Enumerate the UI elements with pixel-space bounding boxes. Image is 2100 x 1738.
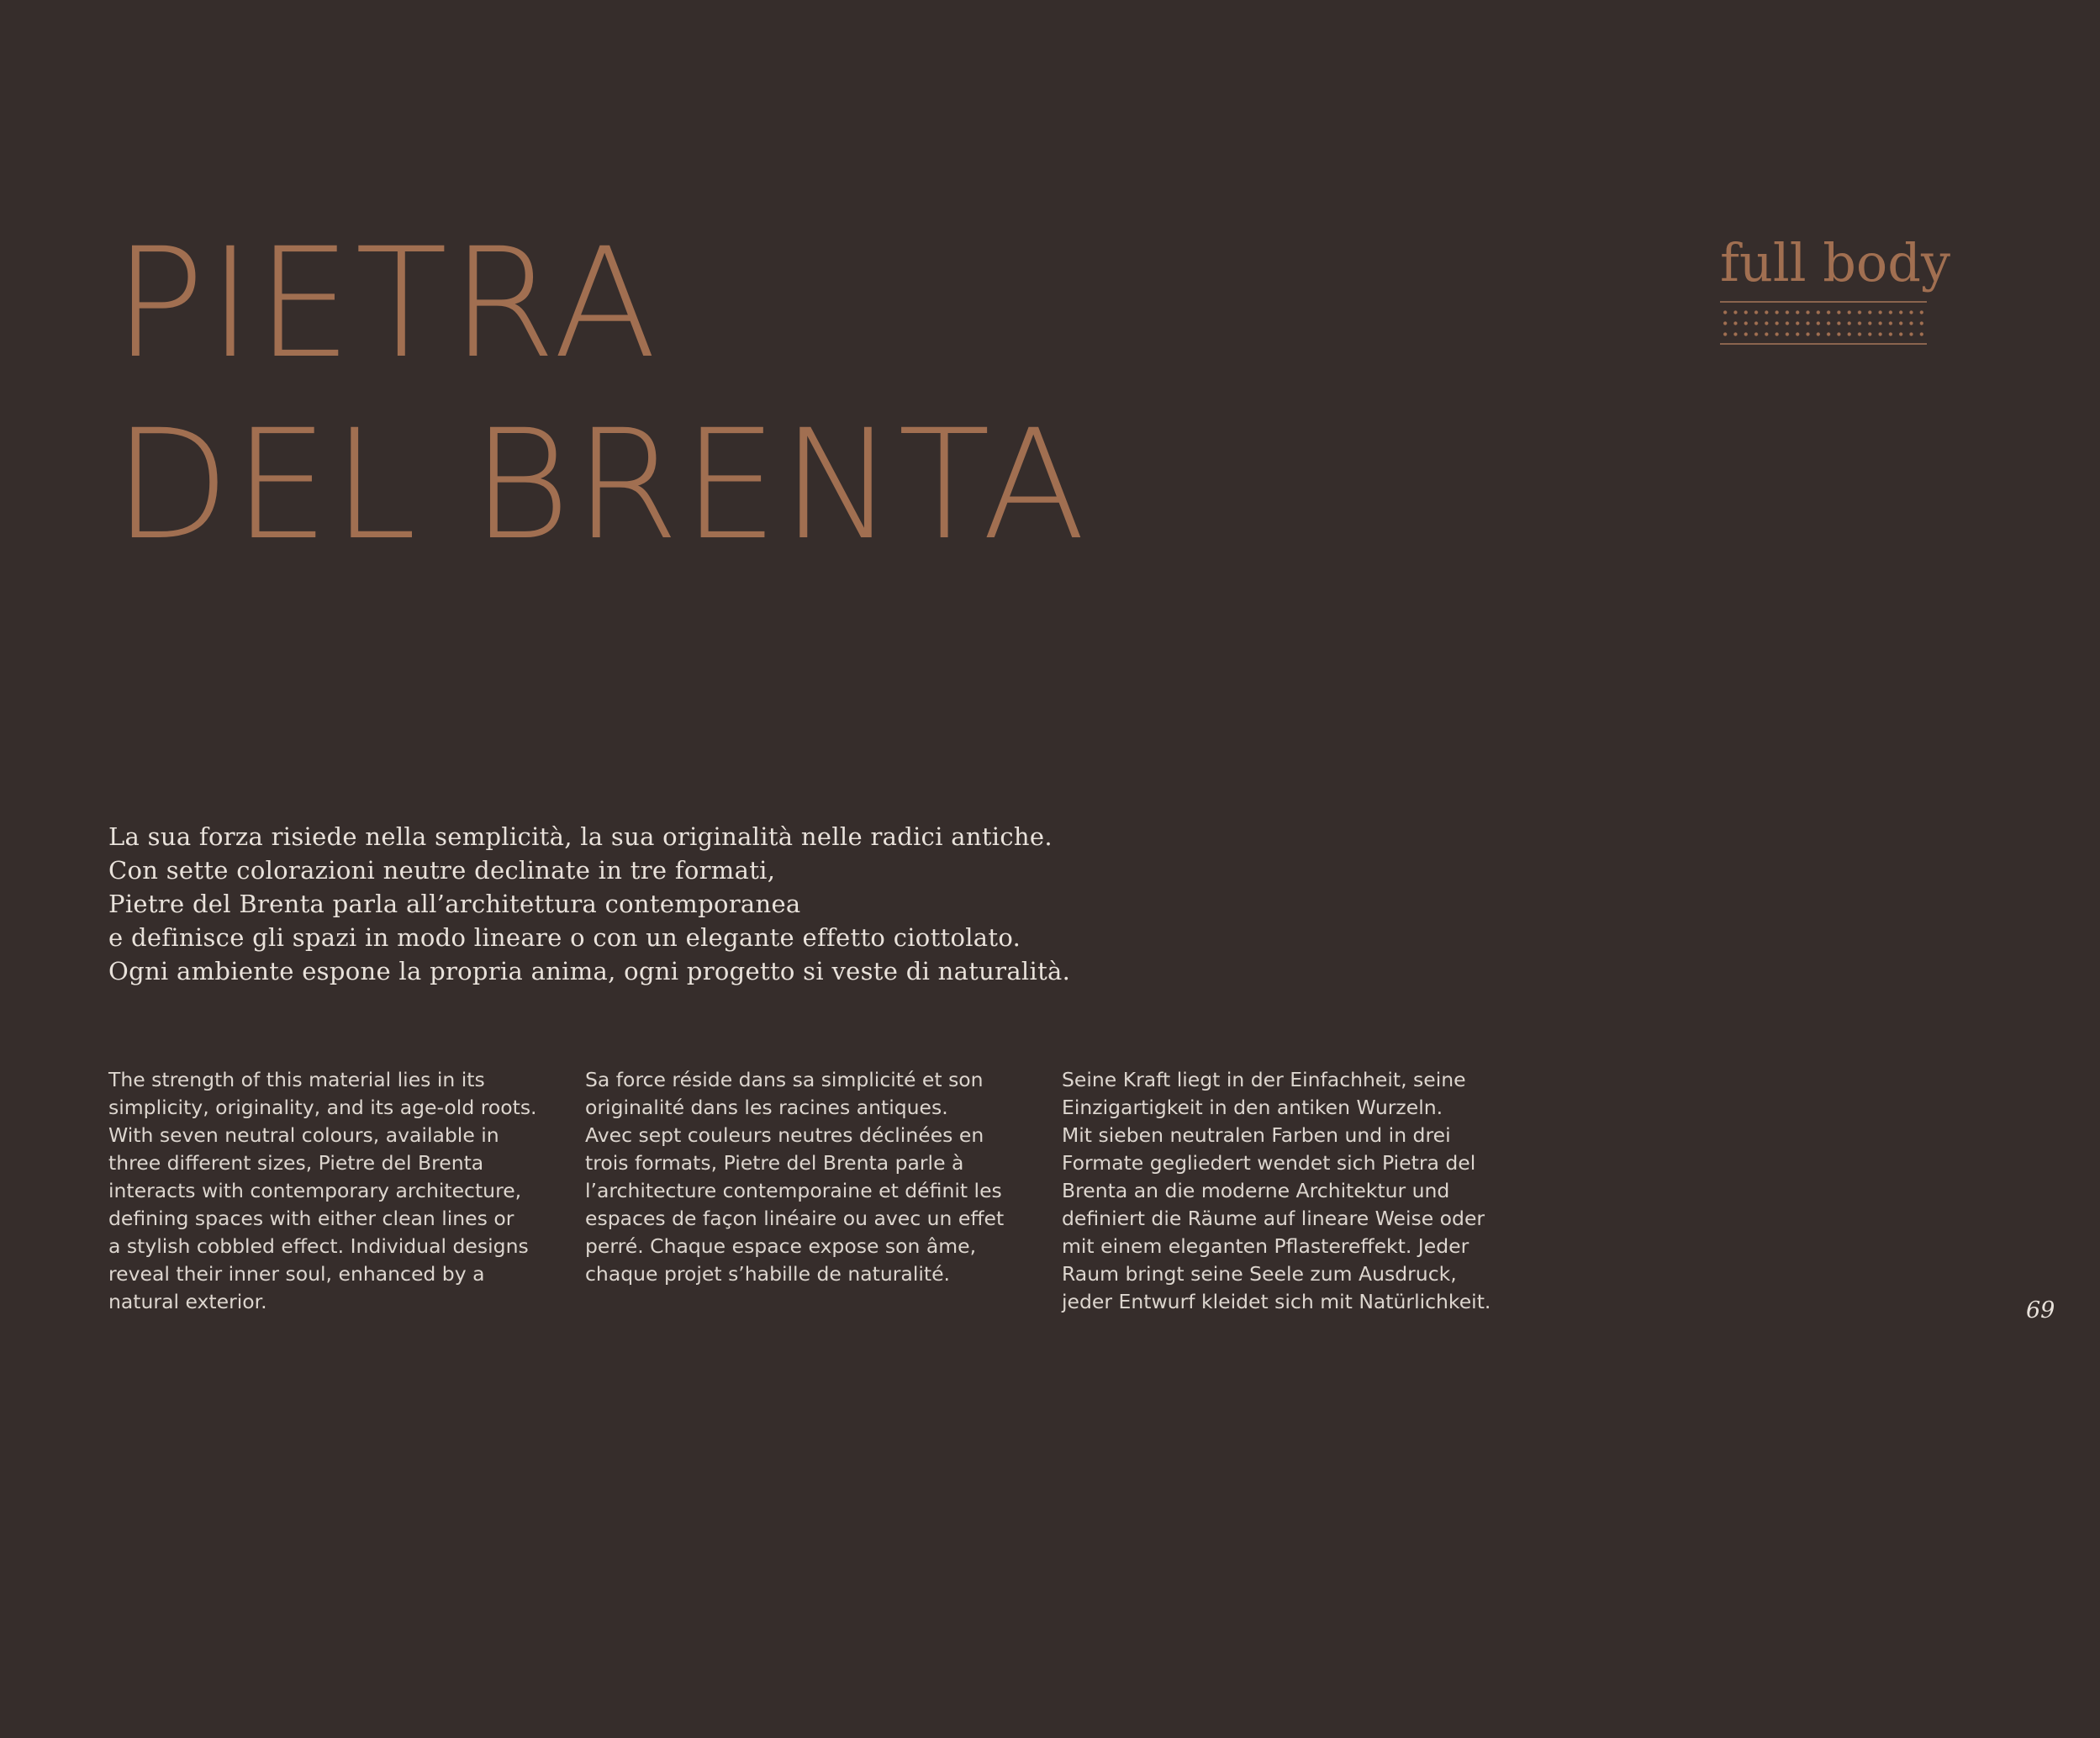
german-line: Formate gegliedert wendet sich Pietra del xyxy=(1062,1151,1476,1175)
english-line: The strength of this material lies in its xyxy=(108,1068,485,1091)
german-line: Brenta an die moderne Architektur und xyxy=(1062,1179,1450,1202)
german-line: Seine Kraft liegt in der Einfachheit, seine xyxy=(1062,1068,1466,1091)
english-line: a stylish cobbled effect. Individual designs xyxy=(108,1234,529,1258)
french-line: Sa force réside dans sa simplicité et son xyxy=(585,1068,984,1091)
german-line: definiert die Räume auf lineare Weise oder xyxy=(1062,1207,1485,1230)
english-line: three different sizes, Pietre del Brenta xyxy=(108,1151,484,1175)
english-line: With seven neutral colours, available in xyxy=(108,1123,499,1147)
intro-line: La sua forza risiede nella semplicità, la sua originalità nelle radici antiche. xyxy=(108,822,1053,851)
french-line: l’architecture contemporaine et définit les xyxy=(585,1179,1002,1202)
french-column xyxy=(585,1066,1039,1288)
intro-line: Pietre del Brenta parla all’architettura contemporanea xyxy=(108,890,801,918)
badge-top-rule xyxy=(1720,301,1927,303)
english-line: natural exterior. xyxy=(108,1290,267,1313)
english-line: simplicity, originality, and its age-old roots. xyxy=(108,1096,537,1119)
german-line: mit einem eleganten Pflastereffekt. Jeder xyxy=(1062,1234,1469,1258)
english-line: defining spaces with either clean lines or xyxy=(108,1207,514,1230)
intro-line: e definisce gli spazi in modo lineare o con un elegante effetto ciottolato. xyxy=(108,923,1021,952)
full-body-badge xyxy=(1720,232,1950,345)
english-line: interacts with contemporary architecture, xyxy=(108,1179,522,1202)
page-number: 69 xyxy=(2026,1297,2055,1323)
french-line: perré. Chaque espace expose son âme, xyxy=(585,1234,977,1258)
german-column xyxy=(1062,1066,1516,1316)
german-line: Raum bringt seine Seele zum Ausdruck, xyxy=(1062,1262,1457,1286)
badge-bottom-rule xyxy=(1720,343,1927,345)
english-line: reveal their inner soul, enhanced by a xyxy=(108,1262,485,1286)
english-column xyxy=(108,1066,562,1316)
dot-pattern-icon xyxy=(1720,306,1927,340)
german-line: Mit sieben neutralen Farben und in drei xyxy=(1062,1123,1451,1147)
french-line: originalité dans les racines antiques. xyxy=(585,1096,948,1119)
french-line: chaque projet s’habille de naturalité. xyxy=(585,1262,951,1286)
title-line-2: DEL BRENTA xyxy=(113,398,1090,573)
intro-line: Ogni ambiente espone la propria anima, ogni progetto si veste di naturalità. xyxy=(108,957,1071,985)
french-line: trois formats, Pietre del Brenta parle à xyxy=(585,1151,964,1175)
german-line: jeder Entwurf kleidet sich mit Natürlichkeit. xyxy=(1062,1290,1491,1313)
title-line-1: PIETRA xyxy=(113,216,661,392)
italian-intro xyxy=(108,820,1201,988)
french-line: espaces de façon linéaire ou avec un effet xyxy=(585,1207,1005,1230)
german-line: Einzigartigkeit in den antiken Wurzeln. xyxy=(1062,1096,1443,1119)
intro-line: Con sette colorazioni neutre declinate in tre formati, xyxy=(108,856,776,885)
french-line: Avec sept couleurs neutres déclinées en xyxy=(585,1123,984,1147)
full-body-label: full body xyxy=(1720,232,1950,293)
